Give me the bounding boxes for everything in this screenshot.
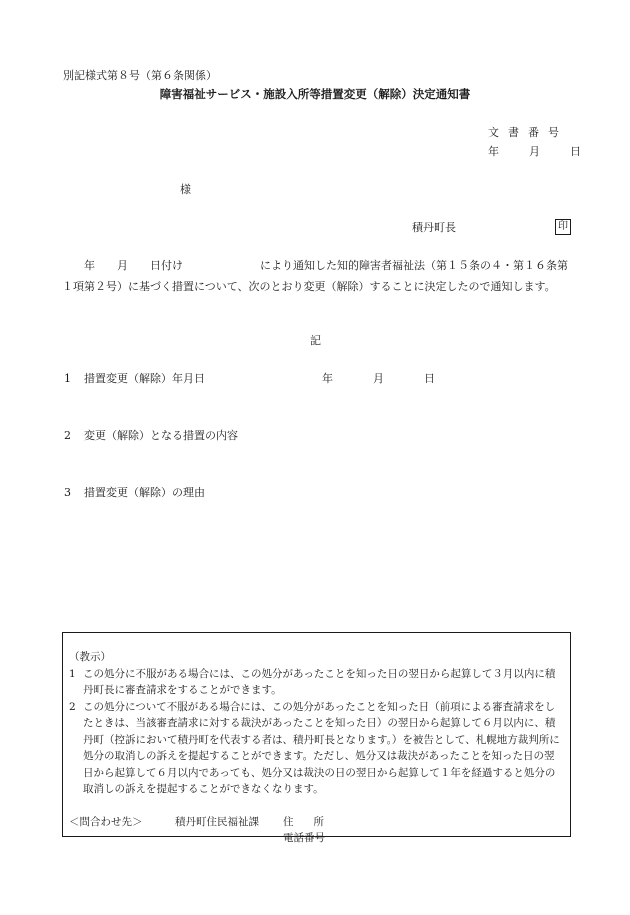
item-label: 変更（解除）となる措置の内容 xyxy=(84,429,238,442)
document-number-label: 文書番号 xyxy=(488,126,568,139)
notice-item-number: 2 xyxy=(69,700,76,713)
item-date-month: 月 xyxy=(373,372,384,385)
contact-info xyxy=(69,814,564,848)
item-change-date xyxy=(64,373,205,384)
contact-tel-label: 電話番号 xyxy=(283,831,325,844)
notice-box xyxy=(62,632,571,844)
date-month: 月 xyxy=(529,145,540,158)
item-label: 措置変更（解除）年月日 xyxy=(84,372,205,385)
contact-address-label: 住所 xyxy=(283,815,344,828)
date-year: 年 xyxy=(488,145,499,158)
issuer-name: 積丹町長 xyxy=(412,221,456,234)
notice-item-1 xyxy=(69,666,564,699)
notice-item-2 xyxy=(69,699,564,798)
ki-heading: 記 xyxy=(310,334,321,347)
notice-item-number: 1 xyxy=(69,667,76,680)
item-number: 3 xyxy=(64,486,71,499)
item-number: 1 xyxy=(64,372,71,385)
item-date-year: 年 xyxy=(322,372,333,385)
item-measure-content xyxy=(64,430,238,441)
item-number: 2 xyxy=(64,429,71,442)
contact-label: ＜問合わせ先＞ xyxy=(69,815,143,828)
document-date xyxy=(488,146,581,157)
seal-stamp: 印 xyxy=(555,219,571,235)
notice-heading: （教示） xyxy=(69,651,111,663)
item-date-day: 日 xyxy=(424,372,435,385)
form-number: 別記様式第８号（第６条関係） xyxy=(63,69,217,82)
date-day: 日 xyxy=(570,145,581,158)
item-label: 措置変更（解除）の理由 xyxy=(84,486,205,499)
body-text: 年 月 日付け により通知した知的障害者福祉法（第１５条の４・第１６条第１項第２号）に基づく措置について、次のとおり変更（解除）することに決定したので通知します。 xyxy=(62,259,568,293)
notice-item-text: この処分に不服がある場合には、この処分があったことを知った日の翌日から起算して３月以内に積丹町長に審査請求をすることができます。 xyxy=(83,667,556,696)
contact-org: 積丹町住民福祉課 xyxy=(175,815,259,828)
document-title: 障害福祉サービス・施設入所等措置変更（解除）決定通知書 xyxy=(159,87,471,101)
item-change-reason xyxy=(64,487,205,498)
notice-item-text: この処分について不服がある場合には、この処分があったことを知った日（前項による審査請求をしたときは、当該審査請求に対する裁決があったことを知った日）の翌日から起算して６月以内に、積丹町（控訴において積丹町を代表する者は、積丹町長となります。）を被告として、札幌地方裁判所に処分の取消しの訴えを提起することができます。ただし、処分又は裁決があったことを知った日の翌日から起算して６月以内であっても、処分又は裁決の日の翌日から起算して１年を経過すると処分の取消しの訴えを提起することができなくなります。 xyxy=(83,700,560,795)
addressee-suffix: 様 xyxy=(180,183,191,196)
item-change-date-fields xyxy=(322,373,435,384)
